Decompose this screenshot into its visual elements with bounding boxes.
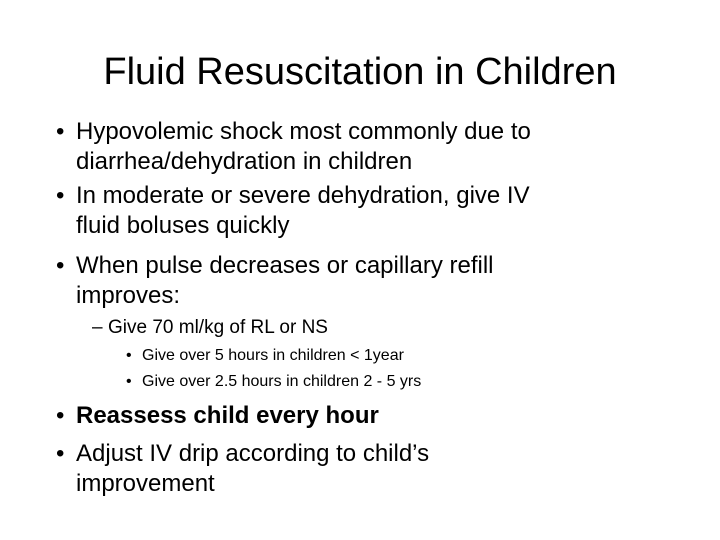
bullet-marker: • bbox=[56, 402, 65, 429]
bullet-text-line: Give 70 ml/kg of RL or NS bbox=[108, 317, 328, 338]
bullet-text-line: Give over 2.5 hours in children 2 - 5 yrs bbox=[142, 373, 422, 390]
slide-title: Fluid Resuscitation in Children bbox=[103, 51, 617, 93]
bullet-text-line: improvement bbox=[76, 470, 215, 497]
bullet-text-line: In moderate or severe dehydration, give IV bbox=[76, 182, 530, 209]
bullet-text-line: Give over 5 hours in children < 1year bbox=[142, 347, 404, 364]
bullet-text-line: Reassess child every hour bbox=[76, 402, 379, 429]
bullet-marker: • bbox=[56, 118, 65, 145]
bullet-marker: • bbox=[56, 182, 65, 209]
bullet-marker: • bbox=[126, 347, 132, 364]
bullet-text-line: diarrhea/dehydration in children bbox=[76, 148, 413, 175]
bullet-text-line: Hypovolemic shock most commonly due to bbox=[76, 118, 531, 145]
bullet-marker: – bbox=[92, 317, 103, 338]
bullet-marker: • bbox=[56, 440, 65, 467]
bullet-text-line: Adjust IV drip according to child’s bbox=[76, 440, 430, 467]
bullet-text-line: fluid boluses quickly bbox=[76, 212, 290, 239]
bullet-text-line: When pulse decreases or capillary refill bbox=[76, 252, 494, 279]
bullet-text-line: improves: bbox=[76, 282, 181, 309]
bullet-marker: • bbox=[56, 252, 65, 279]
bullet-marker: • bbox=[126, 373, 132, 390]
